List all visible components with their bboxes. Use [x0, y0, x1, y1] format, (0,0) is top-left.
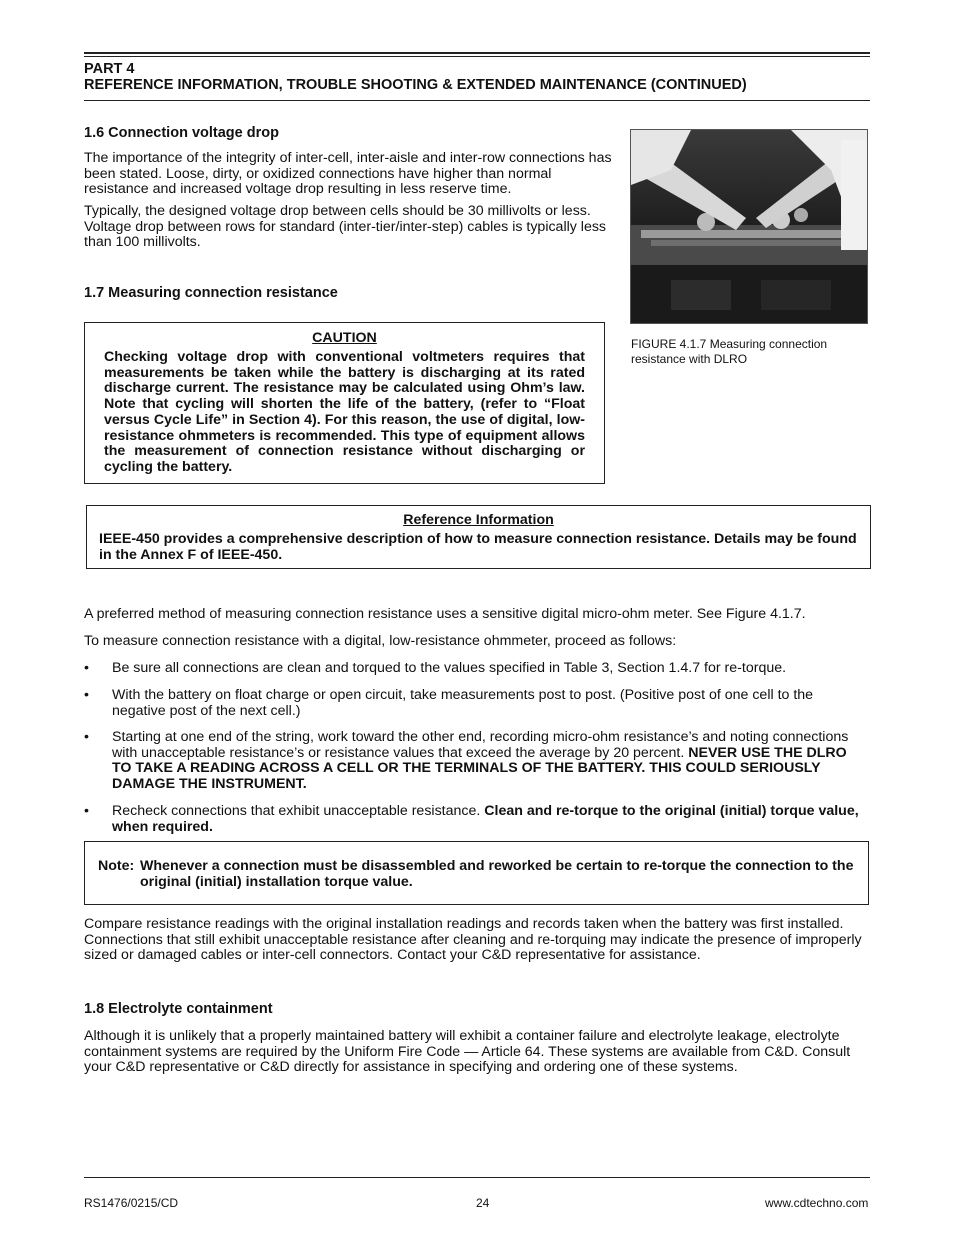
bullet-text: [112, 804, 870, 835]
page-header: [84, 61, 870, 93]
bullet-text-emphasis: Clean and re-torque to the original (initial) torque value, when required.: [112, 803, 859, 835]
header-rule-top: [84, 52, 870, 54]
figure-photo: [630, 129, 868, 324]
body-paragraph-3: Compare resistance readings with the original installation readings and records taken when the battery was first installed. Connections that still exhibit unacceptable resistance after cleaning and re-torquing may indicate the presence of improperly sized or damaged cables or inter-cell connectors. Contact your C&D representative for assistance.: [84, 916, 862, 963]
bullet-marker: •: [84, 660, 89, 676]
bullet-text: With the battery on float charge or open circuit, take measurements post to post. (Positive post of one cell to the negative post of the next cell.): [112, 687, 814, 719]
bullet-text: [112, 730, 870, 792]
reference-title: Reference Information: [403, 512, 554, 528]
caution-text: Checking voltage drop with conventional voltmeters requires that measurements be taken while the battery is discharging at its rated discharge current. The resistance may be calculated using Ohm’s law. Note that cycling will shorten the life of the battery, (refer to “Float versus Cycle Life” in Section 4). For this reason, the use of digital, low-resistance ohmmeters is recommended. This type of equipment allows the measurement of connection resistance without discharging or cycling the battery.: [104, 349, 585, 475]
bullet-marker: •: [84, 729, 89, 745]
part-label: PART 4: [84, 61, 135, 77]
section-1-6-paragraph-1: The importance of the integrity of inter-cell, inter-aisle and inter-row connections has been stated. Loose, dirty, or oxidized connections have higher than normal resistance and increased voltage drop resulting in less reserve time.: [84, 150, 612, 197]
bullet-text-normal: Recheck connections that exhibit unacceptable resistance.: [112, 803, 485, 819]
header-rule-top-thin: [84, 56, 870, 57]
section-heading-1-8: 1.8 Electrolyte containment: [84, 1001, 273, 1017]
note-content: [98, 859, 856, 890]
footer-website: www.cdtechno.com: [765, 1196, 869, 1210]
section-heading-1-6: 1.6 Connection voltage drop: [84, 125, 279, 141]
figure-caption: FIGURE 4.1.7 Measuring connection resistance with DLRO: [631, 337, 828, 366]
footer-rule: [84, 1177, 870, 1178]
section-1-8-paragraph: Although it is unlikely that a properly maintained battery will exhibit a container failure and electrolyte leakage, electrolyte containment systems are required by the Uniform Fire Code — Article 64. These systems are available from C&D. Consult your C&D representative or C&D directly for assistance in specifying and ordering one of these systems.: [84, 1028, 851, 1075]
bullet-text-normal: Starting at one end of the string, work toward the other end, recording micro-ohm resistance’s and noting connections with unacceptable resistance’s or resistance values that exceed the average by 20 percent.: [112, 729, 849, 761]
section-heading-1-7: 1.7 Measuring connection resistance: [84, 285, 338, 301]
note-box: [84, 841, 869, 905]
note-label: Note:: [98, 858, 135, 874]
bullet-text-warning: NEVER USE THE DLRO TO TAKE A READING ACROSS A CELL OR THE TERMINALS OF THE BATTERY. THIS COULD SERIOUSLY DAMAGE THE INSTRUMENT.: [112, 744, 847, 792]
section-1-6-paragraph-2: Typically, the designed voltage drop between cells should be 30 millivolts or less. Voltage drop between rows for standard (inter-tier/inter-step) cables is typically less than 100 millivolts.: [84, 203, 607, 250]
bullet-marker: •: [84, 803, 89, 819]
body-paragraph-1: A preferred method of measuring connection resistance uses a sensitive digital micro-ohm meter. See Figure 4.1.7.: [84, 606, 806, 622]
part-title: REFERENCE INFORMATION, TROUBLE SHOOTING & EXTENDED MAINTENANCE (CONTINUED): [84, 77, 747, 93]
footer-doc-number: RS1476/0215/CD: [84, 1196, 179, 1210]
bullet-text: Be sure all connections are clean and torqued to the values specified in Table 3, Section 1.4.7 for re-torque.: [112, 660, 787, 676]
footer-page-number: 24: [476, 1196, 490, 1210]
bullet-marker: •: [84, 687, 89, 703]
reference-text: IEEE-450 provides a comprehensive description of how to measure connection resistance. Details may be found in the Annex F of IEEE-450.: [99, 531, 857, 563]
note-text: Whenever a connection must be disassembled and reworked be certain to re-torque the connection to the original (initial) installation torque value.: [140, 858, 854, 890]
caution-title: CAUTION: [312, 330, 377, 346]
body-paragraph-2: To measure connection resistance with a digital, low-resistance ohmmeter, proceed as follows:: [84, 633, 677, 649]
dlro-measurement-illustration: [631, 130, 868, 324]
reference-box: [86, 505, 871, 569]
header-rule-bottom: [84, 100, 870, 101]
caution-box: [84, 322, 605, 484]
